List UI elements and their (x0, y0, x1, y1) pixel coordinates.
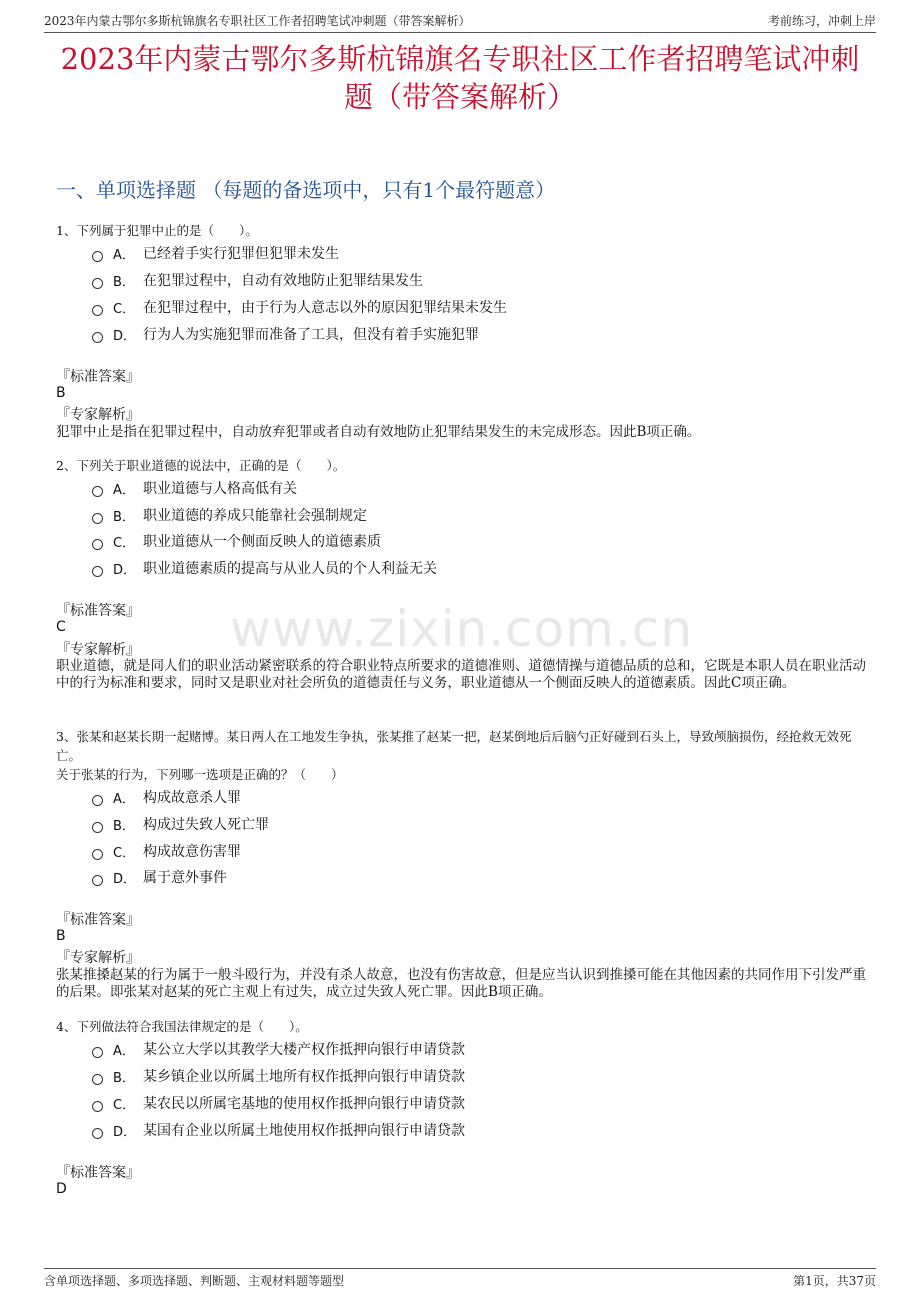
option-letter: B． (113, 509, 135, 525)
option-text: 行为人为实施犯罪而准备了工具，但没有着手实施犯罪 (143, 327, 479, 343)
q3-option-c[interactable] (92, 840, 241, 862)
option-text: 职业道德从一个侧面反映人的道德素质 (143, 534, 381, 550)
option-letter: C． (113, 1097, 136, 1113)
q1-option-b[interactable] (92, 269, 423, 291)
option-letter: B． (113, 818, 135, 834)
option-text: 某国有企业以所属土地使用权作抵押向银行申请贷款 (143, 1123, 465, 1139)
option-text: 构成过失致人死亡罪 (143, 817, 269, 833)
question-3-prompt: 关于张某的行为，下列哪一选项是正确的？（ ） (56, 767, 344, 782)
option-text: 已经着手实行犯罪但犯罪未发生 (143, 246, 339, 262)
option-text: 属于意外事件 (143, 870, 227, 886)
option-letter: C． (113, 845, 136, 861)
question-2-stem: 2、下列关于职业道德的说法中，正确的是（ ）。 (56, 458, 346, 473)
title-line-1: 2023年内蒙古鄂尔多斯杭锦旗名专职社区工作者招聘笔试冲刺 (60, 42, 860, 76)
question-1-answer: B (56, 385, 66, 401)
section-heading: 一、单项选择题 （每题的备选项中，只有1个最符题意） (56, 178, 556, 202)
watermark: www.zixin.com.cn (230, 600, 694, 658)
footer-question-types: 含单项选择题、多项选择题、判断题、主观材料题等题型 (44, 1274, 345, 1288)
radio-icon[interactable] (92, 795, 103, 806)
option-letter: D． (113, 1124, 137, 1140)
q4-option-c[interactable] (92, 1092, 465, 1114)
radio-icon[interactable] (92, 875, 103, 886)
question-4-stem: 4、下列做法符合我国法律规定的是（ ）。 (56, 1019, 308, 1034)
radio-icon[interactable] (92, 278, 103, 289)
option-text: 构成故意伤害罪 (143, 844, 241, 860)
radio-icon[interactable] (92, 849, 103, 860)
radio-icon[interactable] (92, 1074, 103, 1085)
option-letter: D． (113, 871, 137, 887)
q4-option-a[interactable] (92, 1038, 465, 1060)
q2-option-c[interactable] (92, 530, 381, 552)
q2-option-d[interactable] (92, 557, 437, 579)
page-footer (44, 1268, 876, 1293)
option-text: 职业道德与人格高低有关 (143, 481, 297, 497)
option-text: 在犯罪过程中，由于行为人意志以外的原因犯罪结果未发生 (143, 300, 507, 316)
option-text: 某公立大学以其教学大楼产权作抵押向银行申请贷款 (143, 1042, 465, 1058)
radio-icon[interactable] (92, 1047, 103, 1058)
question-3-stem: 3、张某和赵某长期一起赌博。某日两人在工地发生争执，张某推了赵某一把，赵某倒地后后脑勺正好碰到石头上，导致颅脑损伤，经抢救无效死亡。 (56, 729, 852, 763)
q1-option-c[interactable] (92, 296, 507, 318)
option-text: 某农民以所属宅基地的使用权作抵押向银行申请贷款 (143, 1096, 465, 1112)
option-text: 职业道德素质的提高与从业人员的个人利益无关 (143, 561, 437, 577)
question-3-answer: B (56, 928, 66, 944)
radio-icon[interactable] (92, 1101, 103, 1112)
analysis-label: 『专家解析』 (56, 642, 140, 658)
radio-icon[interactable] (92, 486, 103, 497)
option-letter: B． (113, 274, 135, 290)
q4-option-b[interactable] (92, 1065, 465, 1087)
option-text: 在犯罪过程中，自动有效地防止犯罪结果发生 (143, 273, 423, 289)
question-2-answer: C (56, 619, 66, 635)
option-text: 职业道德的养成只能靠社会强制规定 (143, 508, 367, 524)
radio-icon[interactable] (92, 251, 103, 262)
option-letter: D． (113, 562, 137, 578)
question-2-analysis: 职业道德，就是同人们的职业活动紧密联系的符合职业特点所要求的道德准则、道德情操与道德品质的总和，它既是本职人员在职业活动中的行为标准和要求，同时又是职业对社会所负的道德责任与义务，职业道德从一个侧面反映人的道德素质。因此C项正确。 (56, 658, 866, 691)
option-text: 某乡镇企业以所属土地所有权作抵押向银行申请贷款 (143, 1069, 465, 1085)
answer-label: 『标准答案』 (56, 1165, 140, 1181)
q3-option-b[interactable] (92, 813, 269, 835)
header-slogan: 考前练习，冲刺上岸 (767, 14, 876, 28)
q3-option-d[interactable] (92, 866, 227, 888)
radio-icon[interactable] (92, 305, 103, 316)
q3-option-a[interactable] (92, 786, 241, 808)
option-letter: A． (113, 482, 135, 498)
analysis-label: 『专家解析』 (56, 407, 140, 423)
answer-label: 『标准答案』 (56, 369, 140, 385)
option-letter: A． (113, 791, 135, 807)
page-number: 第1页，共37页 (793, 1274, 876, 1288)
q4-option-d[interactable] (92, 1119, 465, 1141)
radio-icon[interactable] (92, 332, 103, 343)
answer-label: 『标准答案』 (56, 912, 140, 928)
question-3-analysis: 张某推搡赵某的行为属于一般斗殴行为，并没有杀人故意，也没有伤害故意，但是应当认识到推搡可能在其他因素的共同作用下引发严重的后果。即张某对赵某的死亡主观上有过失，成立过失致人死亡罪。因此B项正确。 (56, 967, 866, 1000)
question-4-answer: D (56, 1181, 67, 1197)
q1-option-a[interactable] (92, 242, 339, 264)
analysis-label: 『专家解析』 (56, 950, 140, 966)
q1-option-d[interactable] (92, 323, 479, 345)
q2-option-b[interactable] (92, 504, 367, 526)
option-letter: A． (113, 1043, 135, 1059)
option-letter: C． (113, 301, 136, 317)
option-text: 构成故意杀人罪 (143, 790, 241, 806)
option-letter: C． (113, 535, 136, 551)
radio-icon[interactable] (92, 1128, 103, 1139)
radio-icon[interactable] (92, 566, 103, 577)
running-header (44, 8, 876, 33)
option-letter: B． (113, 1070, 135, 1086)
q2-option-a[interactable] (92, 477, 297, 499)
header-document-title: 2023年内蒙古鄂尔多斯杭锦旗名专职社区工作者招聘笔试冲刺题（带答案解析） (44, 14, 471, 28)
answer-label: 『标准答案』 (56, 603, 140, 619)
radio-icon[interactable] (92, 822, 103, 833)
document-title (44, 40, 876, 116)
radio-icon[interactable] (92, 539, 103, 550)
radio-icon[interactable] (92, 513, 103, 524)
option-letter: A． (113, 247, 135, 263)
question-1-analysis: 犯罪中止是指在犯罪过程中，自动放弃犯罪或者自动有效地防止犯罪结果发生的未完成形态。因此B项正确。 (56, 424, 701, 440)
question-1-stem: 1、下列属于犯罪中止的是（ ）。 (56, 223, 258, 238)
option-letter: D． (113, 328, 137, 344)
title-line-2: 题（带答案解析） (343, 80, 576, 114)
